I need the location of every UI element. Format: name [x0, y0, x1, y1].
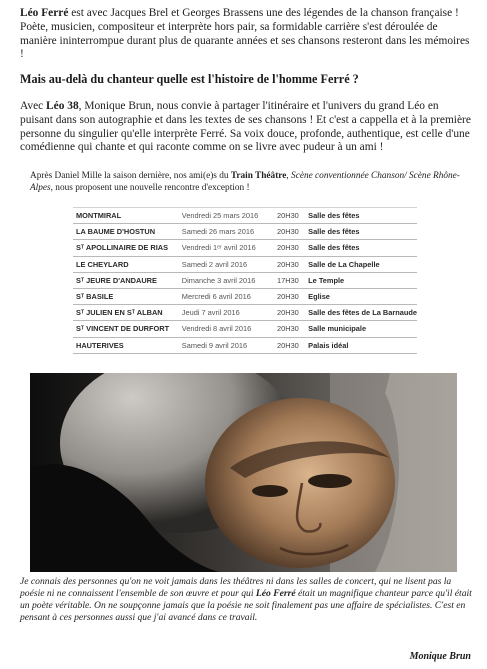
schedule-date: Dimanche 3 avril 2016: [182, 272, 277, 288]
schedule-date: Samedi 26 mars 2016: [182, 224, 277, 240]
tour-schedule-body: [73, 208, 417, 354]
schedule-venue: Salle des fêtes: [308, 208, 417, 224]
artist-portrait-photo: [30, 373, 457, 572]
quote-before: Je connais des personnes qu'on ne voit jamais dans les théâtres ni dans les salles de concert, qui ne lisent pas la poésie ni ne connaissent l'ensemble de son œuvre et pour qui: [20, 576, 452, 599]
schedule-city: Sᵀ JEURE D'ANDAURE: [73, 272, 182, 288]
tour-intro: [30, 171, 462, 194]
schedule-row: [73, 272, 417, 288]
schedule-city: Sᵀ BASILE: [73, 288, 182, 304]
schedule-time: 20H30: [277, 256, 308, 272]
intro-paragraph-text: est avec Jacques Brel et Georges Brassens une des légendes de la chanson française ! Poète, musicien, compositeur et interprète hors pair, sa formidable carrière s'est déroulée de manière ininterrompue durant plus de quarante années et ses chansons resteront dans les mémoires !: [20, 7, 470, 61]
theatre-label: Scène conventionnée Chanson/ Scène Rhône-Alpes: [30, 171, 460, 193]
schedule-row: [73, 256, 417, 272]
schedule-venue: Salle des fêtes: [308, 240, 417, 256]
schedule-city: Sᵀ JULIEN EN Sᵀ ALBAN: [73, 305, 182, 321]
schedule-venue: Salle des fêtes de La Barnaude: [308, 305, 417, 321]
schedule-time: 20H30: [277, 208, 308, 224]
schedule-row: [73, 321, 417, 337]
section-heading: Mais au-delà du chanteur quelle est l'histoire de l'homme Ferré ?: [20, 72, 359, 86]
quote-after: était un magnifique chanteur parce qu'il était un poète véritable. On ne soupçonne jamais que la poésie ne soit finalement pas une affaire de spécialistes. C'est en pensant à ces personnes aussi que j'ai avancé dans ce travail.: [20, 587, 472, 623]
artist-name: Léo Ferré: [20, 7, 69, 19]
schedule-city: HAUTERIVES: [73, 337, 182, 353]
schedule-city: LE CHEYLARD: [73, 256, 182, 272]
portrait-illustration: [30, 373, 457, 572]
quote-signature: Monique Brun: [409, 651, 471, 662]
show-paragraph-text: , Monique Brun, nous convie à partager l'itinéraire et l'univers du grand Léo en puisant dans son autographie et dans les textes de ses chansons ! Et c'est a cappella et à la première personne du singulier qu'elle interprète Ferré. Sa voix douce, profonde, authentique, est celle d'une comédienne qui chante et qui raconte comme on se livre avec pudeur à un ami !: [20, 100, 471, 154]
artist-quote: [20, 576, 476, 624]
schedule-row: [73, 240, 417, 256]
schedule-city: Sᵀ VINCENT DE DURFORT: [73, 321, 182, 337]
schedule-time: 20H30: [277, 321, 308, 337]
schedule-time: 20H30: [277, 305, 308, 321]
schedule-date: Mercredi 6 avril 2016: [182, 288, 277, 304]
schedule-venue: Salle municipale: [308, 321, 417, 337]
schedule-date: Vendredi 25 mars 2016: [182, 208, 277, 224]
schedule-date: Samedi 2 avril 2016: [182, 256, 277, 272]
schedule-city: Sᵀ APOLLINAIRE DE RIAS: [73, 240, 182, 256]
show-paragraph: [20, 100, 472, 155]
schedule-time: 17H30: [277, 272, 308, 288]
schedule-venue: Le Temple: [308, 272, 417, 288]
schedule-row: [73, 305, 417, 321]
show-paragraph-before: Avec: [20, 100, 47, 112]
show-title: Léo 38: [46, 100, 79, 112]
schedule-time: 20H30: [277, 337, 308, 353]
schedule-row: [73, 208, 417, 224]
schedule-city: LA BAUME D'HOSTUN: [73, 224, 182, 240]
schedule-row: [73, 224, 417, 240]
schedule-time: 20H30: [277, 240, 308, 256]
tour-intro-separator: ,: [286, 171, 292, 181]
schedule-venue: Palais idéal: [308, 337, 417, 353]
schedule-time: 20H30: [277, 224, 308, 240]
theatre-name: Train Théâtre: [230, 171, 287, 181]
schedule-date: Vendredi 8 avril 2016: [182, 321, 277, 337]
quote-artist-name: Léo Ferré: [255, 587, 296, 599]
schedule-time: 20H30: [277, 288, 308, 304]
schedule-date: Jeudi 7 avril 2016: [182, 305, 277, 321]
intro-paragraph: [20, 7, 472, 62]
schedule-venue: Salle de La Chapelle: [308, 256, 417, 272]
schedule-date: Vendredi 1ᵉʳ avril 2016: [182, 240, 277, 256]
tour-intro-before: Après Daniel Mille la saison dernière, nos ami(e)s du: [30, 171, 231, 181]
schedule-row: [73, 288, 417, 304]
schedule-venue: Eglise: [308, 288, 417, 304]
tour-intro-after: , nous proposent une nouvelle rencontre d'exception !: [50, 182, 250, 193]
schedule-date: Samedi 9 avril 2016: [182, 337, 277, 353]
schedule-row: [73, 337, 417, 353]
schedule-venue: Salle des fêtes: [308, 224, 417, 240]
schedule-city: MONTMIRAL: [73, 208, 182, 224]
tour-schedule-table: [73, 207, 417, 354]
